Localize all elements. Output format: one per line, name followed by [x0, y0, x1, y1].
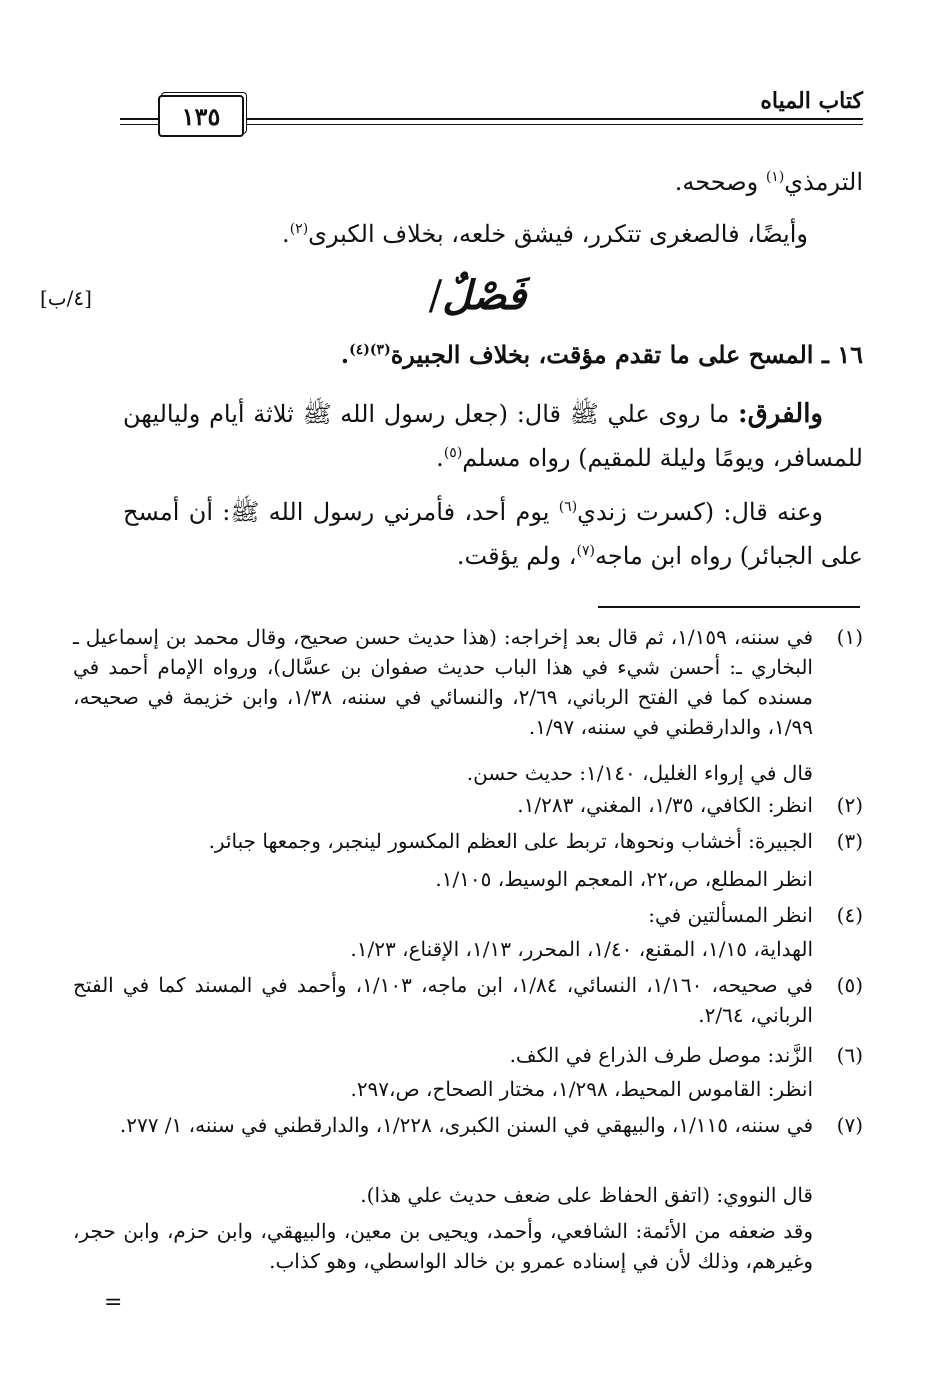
- text-segment: .: [340, 340, 350, 369]
- footnote-3: [73, 826, 863, 856]
- text-line-major-minor: [118, 212, 808, 256]
- footnote-ref-3-4: (٣)(٤): [349, 342, 391, 358]
- paragraph-lead: والفرق:: [738, 399, 823, 429]
- paragraph-splints: [123, 490, 863, 578]
- text-segment: وعنه قال: (كسرت زندي: [577, 498, 823, 526]
- footnote-1-note: قال في إرواء الغليل، ١/١٤٠: حديث حسن.: [466, 761, 813, 785]
- footnote-ref-6: (٦): [558, 499, 578, 515]
- section-slash: /: [428, 273, 443, 319]
- page-number: ١٣٥: [181, 101, 221, 131]
- footnote-number: (٢): [836, 793, 863, 817]
- footnote-text: انظر المسألتين في:: [648, 903, 813, 927]
- footnote-text: في سننه، ١/١٥٩، ثم قال بعد إخراجه: (هذا حديث حسن صحيح، وقال محمد بن إسماعيل ـ البخاري ـ: أحسن شيء في هذا الباب حديث صفوان بن عسَّال)، ورواه الإمام أحمد في مسنده كما في الفتح الرباني، ٢/٦٩، والنسائي في سننه، ١/٣٨، وابن خزيمة في صحيحه، ١/٩٩، والدارقطني في سننه، ١/٩٧.: [73, 625, 814, 739]
- page-number-frame: [158, 95, 244, 137]
- text-segment: ، ولم يؤقت.: [456, 542, 577, 570]
- footnote-number: (١): [836, 625, 863, 649]
- footnote-text: في صحيحه، ١/١٦٠، النسائي، ١/٨٤، ابن ماجه، ١/١٠٣، وأحمد في المسند كما في الفتح الرباني، ٢/٦٤.: [73, 973, 813, 1027]
- footnote-4: [73, 900, 863, 930]
- text-segment: يوم أحد، فأمرني رسول الله ﷺ: أن أمسح على الجبائر) رواه ابن ماجه: [123, 498, 863, 570]
- paragraph-difference: [123, 392, 863, 480]
- continuation-mark: =: [104, 1290, 123, 1315]
- footnote-4-note: الهداية، ١/١٥، المقنع، ١/٤٠، المحرر، ١/١٣، الإقناع، ١/٢٣.: [350, 937, 813, 961]
- issue-heading: [103, 340, 863, 369]
- text-segment: ما روى علي ﷺ قال: (جعل رسول الله ﷺ ثلاثة أيام ولياليهن للمسافر، ويومًا وليلة للمقيم) رواه مسلم: [123, 400, 863, 472]
- section-heading-text: فَصْلٌ: [442, 272, 527, 319]
- footnote-6-note: انظر: القاموس المحيط، ١/٢٩٨، مختار الصحاح، ص،٢٩٧.: [350, 1077, 813, 1101]
- text-segment: .: [436, 444, 444, 472]
- footnote-text: الجبيرة: أخشاب ونحوها، تربط على العظم المكسور لينجبر، وجمعها جبائر.: [208, 829, 813, 853]
- footnote-7: [73, 1110, 863, 1140]
- footnote-3-note: انظر المطلع، ص،٢٢، المعجم الوسيط، ١/١٠٥.: [435, 867, 813, 891]
- footnote-number: (٤): [836, 903, 863, 927]
- footnote-text: انظر: الكافي، ١/٣٥، المغني، ١/٢٨٣.: [517, 793, 813, 817]
- text-line-tirmidhi: [123, 160, 863, 204]
- footnote-separator: [598, 606, 860, 608]
- footnote-number: (٦): [836, 1043, 863, 1067]
- footnote-6: [73, 1040, 863, 1070]
- text-segment: وصححه.: [674, 168, 766, 196]
- footnote-1: [73, 622, 863, 742]
- text-segment: الترمذي: [784, 168, 863, 196]
- footnote-number: (٧): [836, 1113, 863, 1137]
- issue-heading-text: ١٦ ـ المسح على ما تقدم مؤقت، بخلاف الجبيرة: [390, 340, 863, 369]
- folio-marker: [٤/ب]: [40, 286, 92, 310]
- running-title: كتاب المياه: [760, 88, 863, 114]
- footnote-7-note-2: وقد ضعفه من الأئمة: الشافعي، وأحمد، ويحيى بن معين، والبيهقي، وابن حزم، وابن حجر، وغيرهم، وذلك لأن في إسناده عمرو بن خالد الواسطي، وهو كذاب.: [73, 1219, 813, 1273]
- footnote-ref-5: (٥): [443, 445, 463, 461]
- footnote-text: الزَّند: موصل طرف الذراع في الكف.: [509, 1043, 813, 1067]
- footnote-number: (٥): [836, 973, 863, 997]
- footnote-number: (٣): [836, 829, 863, 853]
- section-heading: [0, 272, 933, 319]
- footnote-ref-7: (٧): [576, 543, 595, 559]
- text-segment: .: [282, 220, 290, 248]
- footnote-text: في سننه، ١/١١٥، والبيهقي في السنن الكبرى، ١/٢٢٨، والدارقطني في سننه، ١/ ٢٧٧.: [119, 1113, 813, 1137]
- text-segment: وأيضًا، فالصغرى تتكرر، فيشق خلعه، بخلاف الكبرى: [308, 220, 808, 248]
- footnote-7-note: قال النووي: (اتفق الحفاظ على ضعف حديث علي هذا).: [360, 1183, 813, 1207]
- footnote-ref-2: (٢): [289, 221, 309, 237]
- footnote-ref-1: (١): [765, 169, 785, 185]
- footnote-5: [73, 970, 863, 1030]
- footnote-2: [73, 790, 863, 820]
